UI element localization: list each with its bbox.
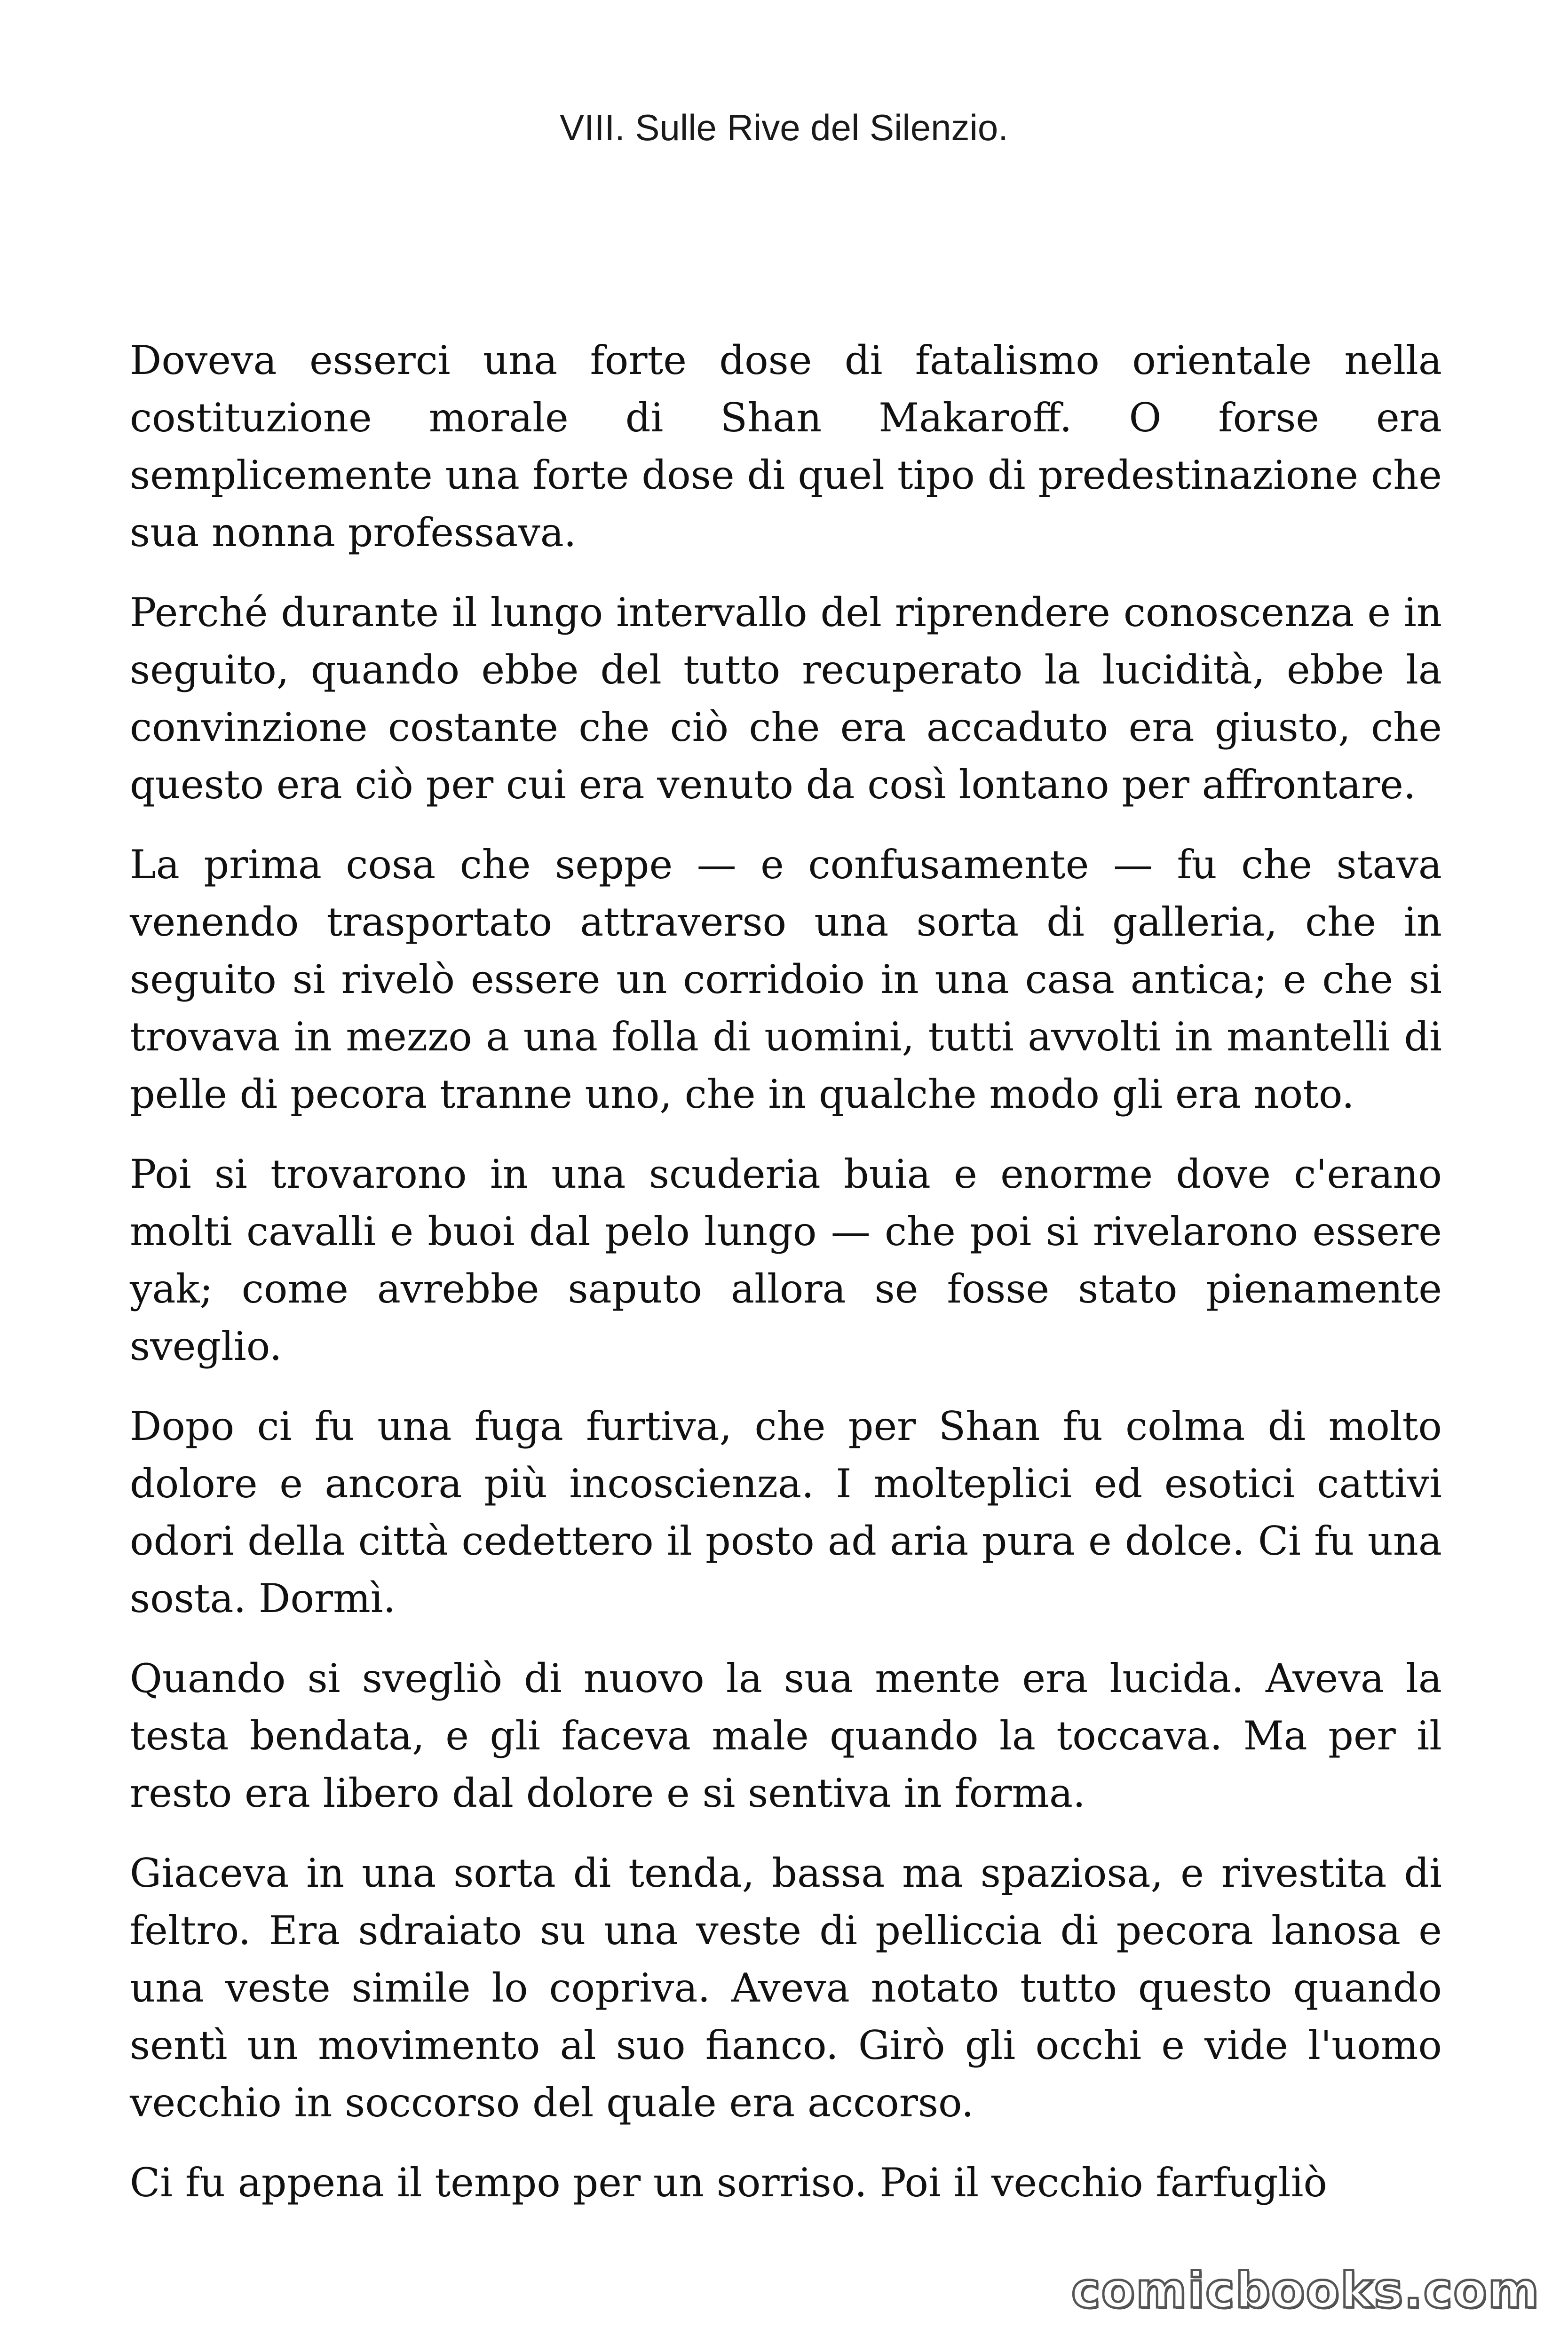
paragraph-4: Poi si trovarono in una scuderia buia e enorme dove c'erano molti cavalli e buoi dal pelo lungo — che poi si rivelarono essere yak; come avrebbe saputo allora se fosse stato pienamente sveglio. — [130, 1151, 1442, 1369]
chapter-title: VIII. Sulle Rive del Silenzio. — [560, 107, 1008, 148]
paragraph-8: Ci fu appena il tempo per un sorriso. Poi il vecchio farfugliò — [130, 2160, 1328, 2206]
chapter-body — [130, 332, 1442, 2234]
paragraph-2: Perché durante il lungo intervallo del riprendere conoscenza e in seguito, quando ebbe del tutto recuperato la lucidità, ebbe la convinzione costante che ciò che era accaduto era giusto, che questo era ciò per cui era venuto da così lontano per affrontare. — [130, 589, 1442, 808]
site-watermark: comicbooks.com — [1071, 2262, 1540, 2319]
paragraph-6: Quando si svegliò di nuovo la sua mente era lucida. Aveva la testa bendata, e gli faceva male quando la toccava. Ma per il resto era libero dal dolore e si sentiva in forma. — [130, 1655, 1442, 1816]
paragraph-1: Doveva esserci una forte dose di fatalismo orientale nella costituzione morale di Shan Makaroff. O forse era semplicemente una forte dose di quel tipo di predestinazione che sua nonna professava. — [130, 337, 1442, 556]
paragraph-7: Giaceva in una sorta di tenda, bassa ma spaziosa, e rivestita di feltro. Era sdraiato su una veste di pelliccia di pecora lanosa e una veste simile lo copriva. Aveva notato tutto questo quando sentì un movimento al suo fianco. Girò gli occhi e vide l'uomo vecchio in soccorso del quale era accorso. — [130, 1850, 1442, 2126]
paragraph-3: La prima cosa che seppe — e confusamente — fu che stava venendo trasportato attraverso una sorta di galleria, che in seguito si rivelò essere un corridoio in una casa antica; e che si trovava in mezzo a una folla di uomini, tutti avvolti in mantelli di pelle di pecora tranne uno, che in qualche modo gli era noto. — [130, 842, 1442, 1117]
paragraph-5: Dopo ci fu una fuga furtiva, che per Shan fu colma di molto dolore e ancora più incoscienza. I molteplici ed esotici cattivi odori della città cedettero il posto ad aria pura e dolce. Ci fu una sosta. Dormì. — [130, 1403, 1442, 1621]
